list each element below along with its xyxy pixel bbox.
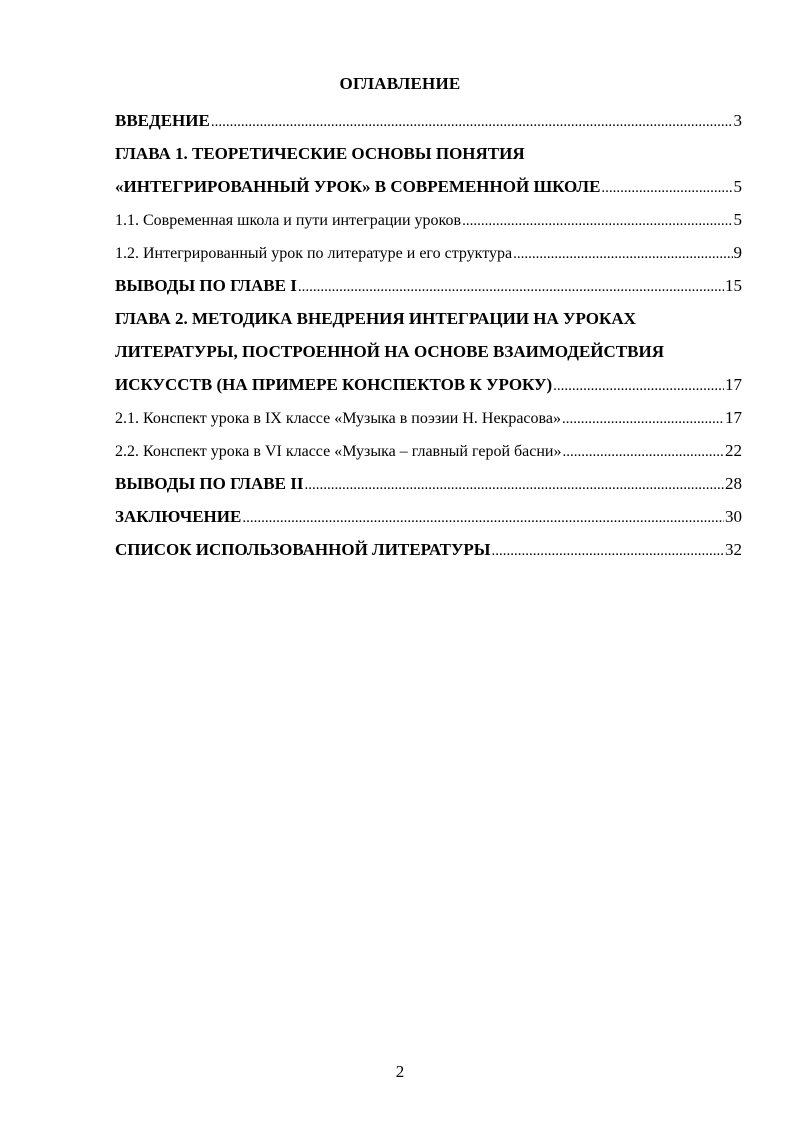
page-number: 2 <box>395 1062 405 1081</box>
table-of-contents <box>115 104 742 566</box>
toc-entry[interactable] <box>115 401 742 434</box>
toc-entry-page: 32 <box>725 540 742 559</box>
toc-entry[interactable] <box>115 467 742 500</box>
toc-entry-text: ИСКУССТВ (НА ПРИМЕРЕ КОНСПЕКТОВ К УРОКУ) <box>115 375 553 394</box>
toc-entry[interactable] <box>115 269 742 302</box>
toc-entry-text: ВЫВОДЫ ПО ГЛАВЕ II <box>115 474 304 493</box>
dot-leader <box>242 502 724 535</box>
toc-entry-page: 17 <box>725 408 742 427</box>
toc-entry-page: 30 <box>725 507 742 526</box>
toc-entry[interactable] <box>115 236 742 269</box>
toc-title: ОГЛАВЛЕНИЕ <box>339 74 461 93</box>
toc-entry[interactable] <box>115 302 742 401</box>
dot-leader <box>601 172 732 205</box>
toc-entry[interactable] <box>115 533 742 566</box>
toc-entry-text: ЛИТЕРАТУРЫ, ПОСТРОЕННОЙ НА ОСНОВЕ ВЗАИМОДЕЙСТВИЯ <box>115 342 664 361</box>
toc-entry[interactable] <box>115 434 742 467</box>
toc-entry-text: 2.2. Конспект урока в VI классе «Музыка – главный герой басни» <box>115 443 562 460</box>
dot-leader <box>462 205 732 238</box>
toc-entry-text: ВЫВОДЫ ПО ГЛАВЕ I <box>115 276 297 295</box>
toc-entry[interactable] <box>115 203 742 236</box>
dot-leader <box>562 403 724 436</box>
toc-entry-page: 5 <box>733 210 742 229</box>
dot-leader <box>298 271 724 304</box>
toc-entry-text: 2.1. Конспект урока в IX классе «Музыка в поэзии Н. Некрасова» <box>115 410 561 427</box>
toc-entry-text: «ИНТЕГРИРОВАННЫЙ УРОК» В СОВРЕМЕННОЙ ШКОЛЕ <box>115 177 601 196</box>
dot-leader <box>492 535 725 568</box>
toc-entry-text: СПИСОК ИСПОЛЬЗОВАННОЙ ЛИТЕРАТУРЫ <box>115 540 491 559</box>
toc-entry-page: 22 <box>725 441 742 460</box>
dot-leader <box>304 469 724 502</box>
toc-entry-text: ВВЕДЕНИЕ <box>115 111 210 130</box>
toc-entry-page: 15 <box>725 276 742 295</box>
toc-entry-text: ГЛАВА 1. ТЕОРЕТИЧЕСКИЕ ОСНОВЫ ПОНЯТИЯ <box>115 144 525 163</box>
dot-leader <box>211 106 733 139</box>
toc-entry-page: 9 <box>733 243 742 262</box>
toc-entry[interactable] <box>115 104 742 137</box>
toc-entry-text: ГЛАВА 2. МЕТОДИКА ВНЕДРЕНИЯ ИНТЕГРАЦИИ НА УРОКАХ <box>115 309 636 328</box>
toc-entry-page: 5 <box>733 177 742 196</box>
toc-entry-page: 3 <box>733 111 742 130</box>
toc-entry-text: 1.1. Современная школа и пути интеграции уроков <box>115 212 462 229</box>
dot-leader <box>513 238 732 271</box>
toc-entry-page: 17 <box>725 375 742 394</box>
toc-entry-text: ЗАКЛЮЧЕНИЕ <box>115 507 242 526</box>
toc-entry-text: 1.2. Интегрированный урок по литературе и его структура <box>115 245 513 262</box>
toc-entry[interactable] <box>115 137 742 203</box>
toc-entry[interactable] <box>115 500 742 533</box>
dot-leader <box>553 370 724 403</box>
toc-entry-page: 28 <box>725 474 742 493</box>
dot-leader <box>562 436 724 469</box>
